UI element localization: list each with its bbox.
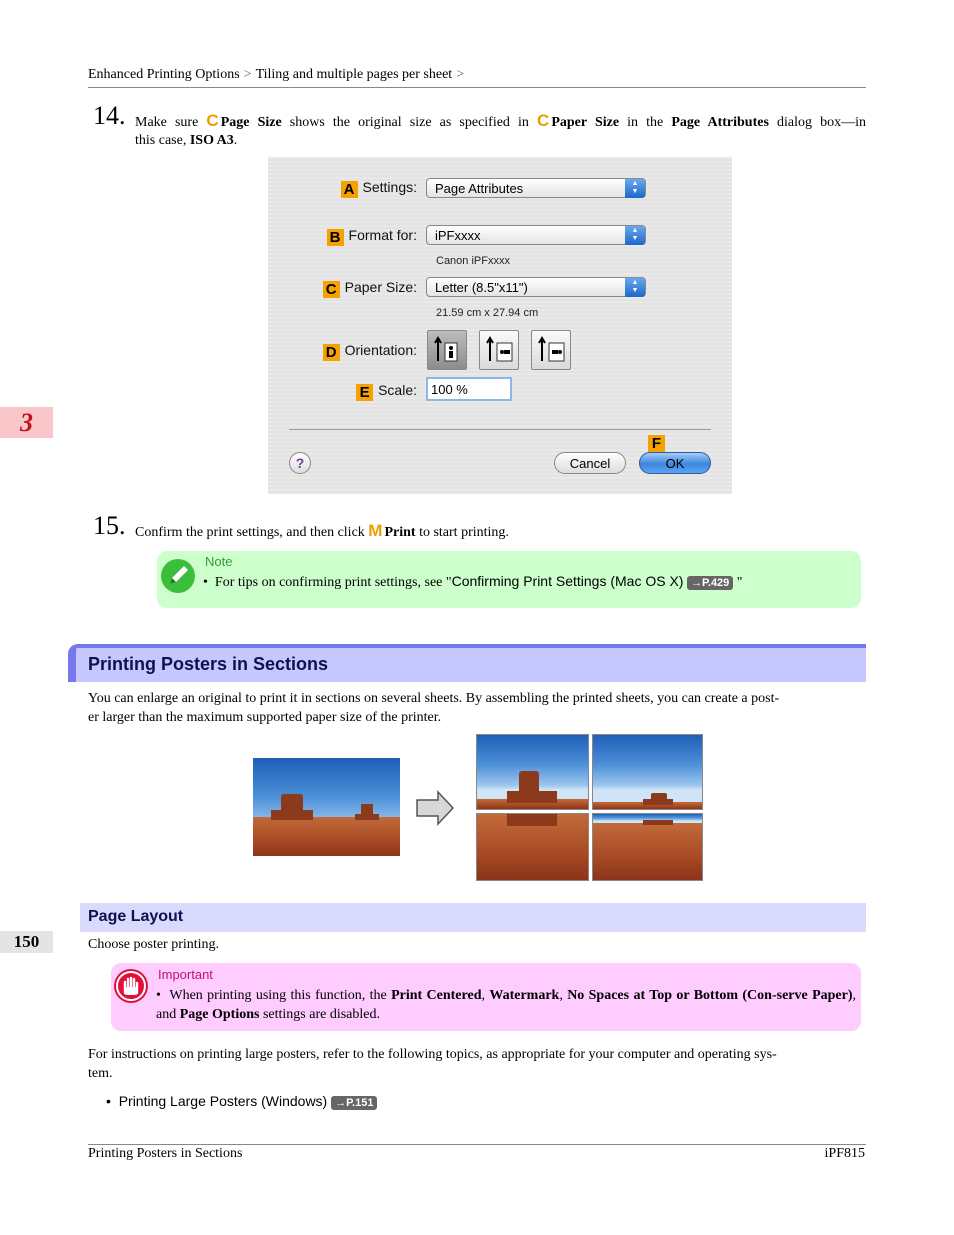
- step-number: 15.: [93, 511, 126, 540]
- arrow-right-icon: [416, 790, 454, 831]
- chapter-tab[interactable]: 3: [0, 407, 53, 438]
- note-title: Note: [205, 554, 233, 569]
- callout-d: D: [323, 344, 340, 361]
- label-m-icon: M: [368, 521, 383, 540]
- cancel-button[interactable]: Cancel: [554, 452, 626, 474]
- tile-top-left: [476, 734, 589, 810]
- breadcrumb-item[interactable]: Enhanced Printing Options: [88, 67, 240, 82]
- orientation-portrait-button[interactable]: [427, 330, 467, 370]
- popup-arrows-icon: ▲ ▼: [625, 278, 645, 297]
- important-title: Important: [158, 967, 213, 982]
- section-paragraph-line: You can enlarge an original to print it in sections on several sheets. By assembling the printed sheets, you can create a post-: [88, 691, 780, 706]
- tile-top-right: [592, 734, 703, 810]
- label-c-icon: C: [206, 111, 219, 130]
- help-button[interactable]: ?: [289, 452, 311, 474]
- subsection-header-bar: [80, 903, 866, 932]
- printing-large-posters-link[interactable]: Printing Large Posters (Windows): [118, 1093, 328, 1109]
- note-pencil-icon: [161, 559, 195, 593]
- footer-section-title: Printing Posters in Sections: [88, 1146, 243, 1161]
- subsection-text: Choose poster printing.: [88, 937, 220, 952]
- scale-input[interactable]: 100 %: [426, 377, 512, 401]
- landscape-icon: [480, 331, 518, 369]
- tile-bottom-left: [476, 813, 589, 881]
- settings-popup[interactable]: Page Attributes ▲ ▼: [426, 178, 646, 198]
- page-number: 150: [0, 931, 53, 953]
- step-text-continued: this case, ISO A3.: [135, 133, 238, 148]
- subsection-title: Page Layout: [88, 908, 184, 925]
- step-text: Make sure C Page Size shows the original size as specified in C Paper Size in the Page Attributes dialog box—in: [135, 111, 867, 130]
- format-sub-info: Canon iPFxxxx: [436, 255, 510, 267]
- callout-f: F: [648, 433, 670, 452]
- section-title: Printing Posters in Sections: [88, 654, 329, 674]
- note-link[interactable]: Confirming Print Settings (Mac OS X): [451, 573, 684, 589]
- callout-a: A: [341, 181, 358, 198]
- link-list-item: • Printing Large Posters (Windows) →P.151: [106, 1092, 377, 1111]
- page-ref-badge[interactable]: →P.429: [687, 576, 733, 590]
- page-attributes-dialog: [268, 157, 732, 494]
- reverse-landscape-icon: [532, 331, 570, 369]
- paper-size-popup[interactable]: Letter (8.5"x11") ▲ ▼: [426, 277, 646, 297]
- important-hand-icon: [114, 969, 148, 1003]
- settings-label: A Settings:: [341, 179, 417, 198]
- orientation-label: D Orientation:: [323, 342, 417, 361]
- format-for-popup[interactable]: iPFxxxx ▲ ▼: [426, 225, 646, 245]
- header-rule: [88, 87, 866, 88]
- paper-size-label: C Paper Size:: [323, 279, 417, 298]
- label-c-icon: C: [537, 111, 550, 130]
- note-text: • For tips on confirming print settings, see "Confirming Print Settings (Mac OS X) →P.429 ": [203, 573, 743, 590]
- breadcrumb-separator: >: [243, 67, 252, 82]
- popup-arrows-icon: ▲ ▼: [625, 226, 645, 245]
- step-number: 14.: [93, 101, 126, 130]
- tile-bottom-right: [592, 813, 703, 881]
- orientation-landscape-button[interactable]: [479, 330, 519, 370]
- callout-b: B: [327, 229, 344, 246]
- footer-model: iPF815: [824, 1146, 865, 1161]
- instructions-line: tem.: [88, 1066, 113, 1081]
- paper-size-sub-info: 21.59 cm x 27.94 cm: [436, 307, 539, 319]
- portrait-icon: [428, 331, 466, 369]
- section-paragraph-line: er larger than the maximum supported paper size of the printer.: [88, 710, 442, 725]
- original-photo: [253, 758, 400, 856]
- scale-label: E Scale:: [356, 382, 417, 401]
- popup-arrows-icon: ▲ ▼: [625, 179, 645, 198]
- instructions-line: For instructions on printing large posters, refer to the following topics, as appropriate for your computer and operating sys-: [88, 1047, 777, 1062]
- breadcrumb: [88, 67, 468, 83]
- orientation-reverse-landscape-button[interactable]: [531, 330, 571, 370]
- callout-c: C: [323, 281, 340, 298]
- callout-e: E: [356, 384, 373, 401]
- format-for-label: B Format for:: [327, 227, 417, 246]
- footer-rule: [88, 1144, 866, 1145]
- breadcrumb-item[interactable]: Tiling and multiple pages per sheet: [255, 67, 453, 82]
- page-ref-badge[interactable]: →P.151: [331, 1096, 377, 1110]
- important-text: • When printing using this function, the Print Centered, Watermark, No Spaces at Top or Bottom (Con-serve Paper), and Page Options settings are disabled.: [156, 988, 856, 1022]
- breadcrumb-separator: >: [456, 67, 465, 82]
- ok-button[interactable]: OK: [639, 452, 711, 474]
- step-text: Confirm the print settings, and then click M Print to start printing.: [135, 521, 509, 540]
- dialog-divider: [289, 429, 711, 430]
